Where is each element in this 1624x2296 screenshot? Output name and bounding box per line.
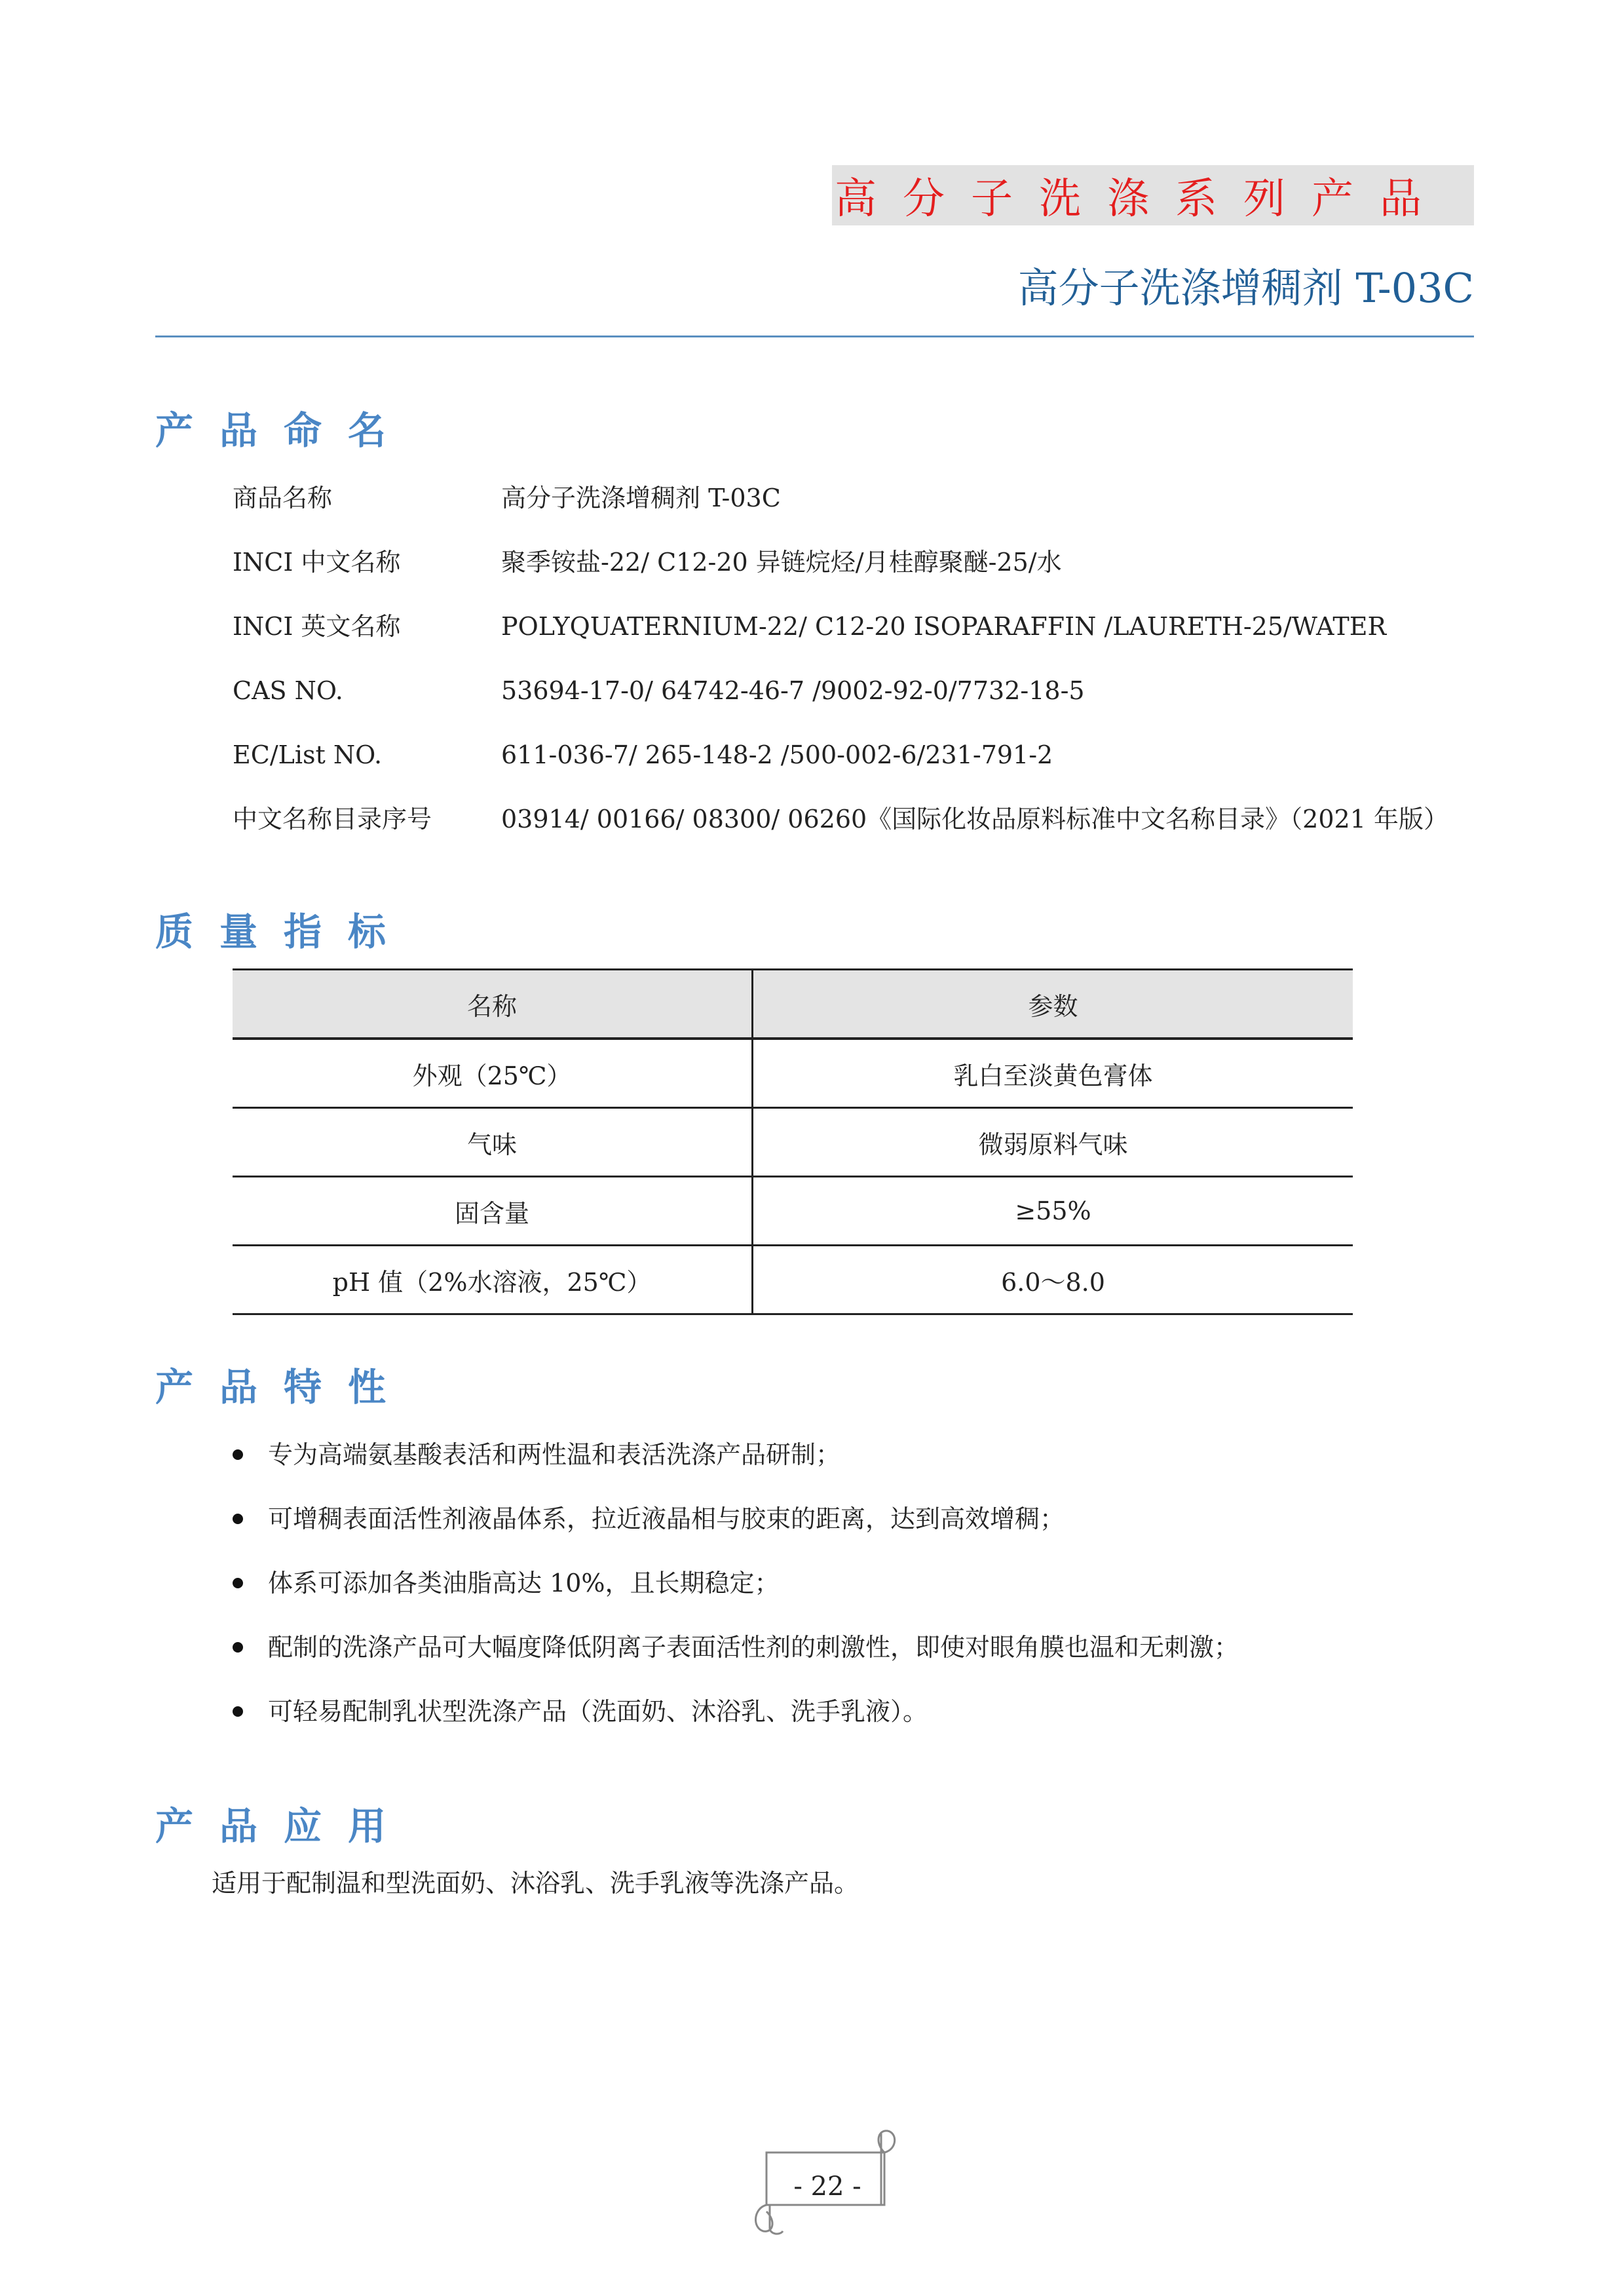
section-heading-naming: 产品命名 [155, 408, 413, 453]
list-item [233, 1631, 1239, 1664]
naming-label: 中文名称目录序号 [233, 805, 432, 833]
naming-label: INCI 英文名称 [233, 612, 401, 641]
bullet-icon [233, 1706, 243, 1717]
table-cell: 微弱原料气味 [753, 1108, 1353, 1177]
naming-row [233, 738, 1053, 771]
naming-row [233, 803, 1448, 835]
feature-text: 可轻易配制乳状型洗涤产品（洗面奶、沐浴乳、洗手乳液）。 [268, 1697, 928, 1726]
bullet-icon [233, 1642, 243, 1653]
naming-value: 611-036-7/ 265-148-2 /500-002-6/231-791-2 [501, 740, 1053, 769]
table-header-cell: 参数 [753, 970, 1353, 1039]
page-number: - 22 - [793, 2172, 861, 2202]
table-cell: 6.0～8.0 [753, 1246, 1353, 1314]
table-cell: 外观（25℃） [233, 1039, 753, 1108]
naming-value: 53694-17-0/ 64742-46-7 /9002-92-0/7732-18-5 [501, 676, 1085, 705]
table-cell: 气味 [233, 1108, 753, 1177]
feature-text: 专为高端氨基酸表活和两性温和表活洗涤产品研制； [268, 1440, 841, 1469]
table-cell: 乳白至淡黄色膏体 [753, 1039, 1353, 1108]
naming-value: 03914/ 00166/ 08300/ 06260《国际化妆品原料标准中文名称目录》（2021 年版） [501, 805, 1448, 833]
section-heading-features: 产品特性 [155, 1365, 413, 1409]
list-item [233, 1502, 1065, 1535]
table-row [233, 1108, 1353, 1177]
bullet-icon [233, 1578, 243, 1588]
quality-table [233, 968, 1353, 1315]
page-number-scroll [740, 2123, 904, 2241]
table-cell: pH 值（2%水溶液，25℃） [233, 1246, 753, 1314]
naming-label: CAS NO. [233, 676, 343, 705]
naming-row [233, 610, 1386, 643]
naming-label: EC/List NO. [233, 740, 383, 769]
table-header-cell: 名称 [233, 970, 753, 1039]
naming-row [233, 546, 1062, 579]
table-row [233, 1246, 1353, 1314]
bullet-icon [233, 1514, 243, 1524]
naming-value: 聚季铵盐-22/ C12-20 异链烷烃/月桂醇聚醚-25/水 [501, 548, 1062, 577]
feature-text: 可增稠表面活性剂液晶体系，拉近液晶相与胶束的距离，达到高效增稠； [268, 1504, 1065, 1533]
application-text: 适用于配制温和型洗面奶、沐浴乳、洗手乳液等洗涤产品。 [212, 1869, 859, 1898]
naming-value: 高分子洗涤增稠剂 T-03C [501, 484, 781, 512]
list-item [233, 1567, 780, 1599]
header-divider [155, 335, 1474, 337]
table-cell: ≥55% [753, 1177, 1353, 1246]
table-row [233, 1177, 1353, 1246]
naming-row [233, 482, 781, 514]
product-title: 高分子洗涤增稠剂 T-03C [1017, 264, 1474, 312]
feature-text: 配制的洗涤产品可大幅度降低阴离子表面活性剂的刺激性，即使对眼角膜也温和无刺激； [268, 1633, 1239, 1662]
naming-label: 商品名称 [233, 484, 333, 512]
section-heading-application: 产品应用 [155, 1804, 413, 1848]
naming-row [233, 674, 1085, 707]
bullet-icon [233, 1449, 243, 1460]
naming-label: INCI 中文名称 [233, 548, 401, 577]
series-title: 高分子洗涤系列产品 [835, 175, 1448, 223]
series-banner [832, 165, 1474, 225]
list-item [233, 1695, 928, 1728]
table-header-row [233, 970, 1353, 1039]
feature-text: 体系可添加各类油脂高达 10%，且长期稳定； [268, 1569, 780, 1598]
list-item [233, 1438, 840, 1471]
section-heading-quality: 质量指标 [155, 909, 413, 954]
table-cell: 固含量 [233, 1177, 753, 1246]
naming-value: POLYQUATERNIUM-22/ C12-20 ISOPARAFFIN /LAURETH-25/WATER [501, 612, 1387, 641]
table-row [233, 1039, 1353, 1108]
